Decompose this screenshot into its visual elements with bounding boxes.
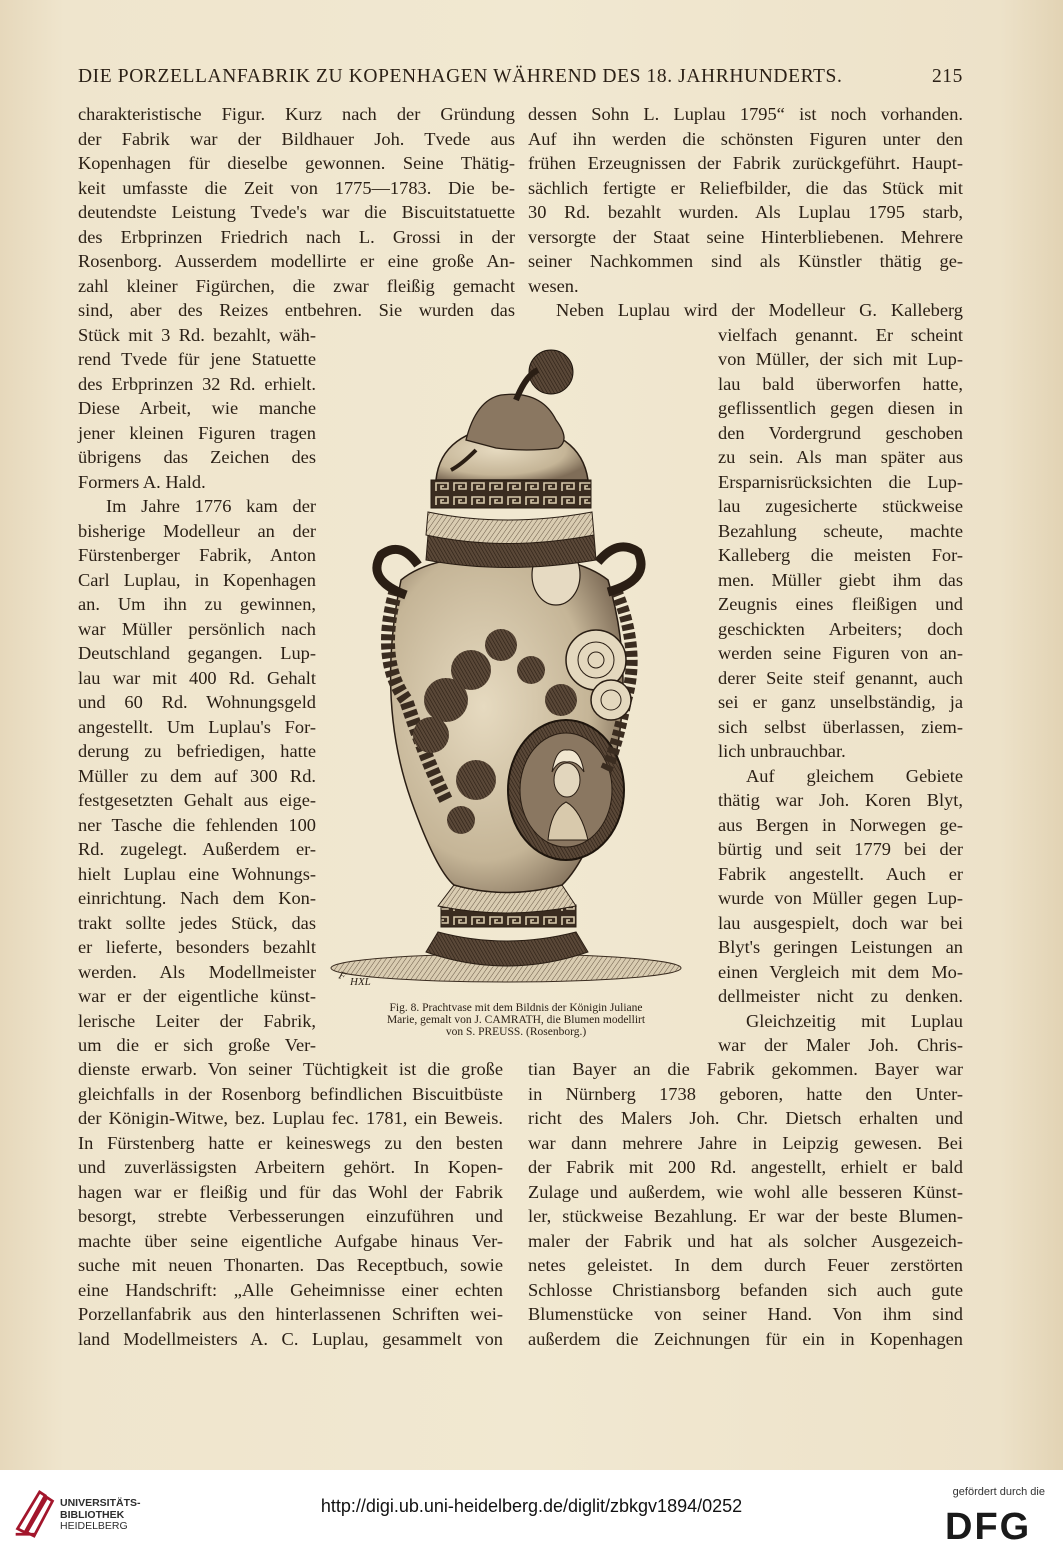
right-column-beside-figure: [718, 323, 963, 1058]
text-line: besorgt, strebte Verbesserungen einzuführen und: [78, 1206, 503, 1226]
funding-note: gefördert durch die: [952, 1486, 1045, 1498]
text-line: Zeugnis eines fleißigen und: [718, 594, 963, 614]
text-line: Kalleberg die meisten For-: [718, 545, 963, 565]
figure-caption: [326, 1002, 706, 1038]
text-line: Rosenborg. Ausserdem modellirte er eine große An-: [78, 251, 515, 271]
text-line: Gleichzeitig mit Luplau: [746, 1010, 963, 1031]
text-line: festgesetzten Gehalt aus eige-: [78, 790, 316, 810]
uni-line: HEIDELBERG: [60, 1520, 128, 1532]
text-line: Fabrik angestellt. Auch er: [718, 863, 963, 884]
text-line: Schlosse Christiansborg befanden sich auch gute: [528, 1279, 963, 1300]
text-line: einrichtung. Nach dem Kon-: [78, 888, 316, 908]
text-line: übrigens das Zeichen des: [78, 447, 316, 467]
text-line: deutendste Leistung Tvede's war die Biscuitstatuette: [78, 202, 515, 222]
text-line: rend Tvede für jene Statuette: [78, 349, 316, 369]
text-line: 30 Rd. bezahlt wurden. Als Luplau 1795 starb,: [528, 202, 963, 222]
text-line: eine Handschrift: „Alle Geheimnisse einer echten: [78, 1279, 503, 1300]
text-line: seiner Nachkommen sind als Künstler thätig ge-: [528, 251, 963, 271]
text-line: charakteristische Figur. Kurz nach der Gründung: [78, 104, 515, 124]
text-line: Formers A. Hald.: [78, 471, 206, 492]
uni-line: BIBLIOTHEK: [60, 1508, 125, 1521]
text-line: er lieferte, besonders bezahlt: [78, 937, 316, 957]
text-line: Zulage und außerdem, wie wohl alle besseren Künst-: [528, 1181, 963, 1202]
text-line: In Fürstenberg hatte er keineswegs zu den besten: [78, 1132, 503, 1153]
text-line: jener kleinen Figuren tragen: [78, 422, 316, 443]
text-line: Müller zu dem auf 300 Rd.: [78, 765, 316, 786]
artist-monogram: F: [337, 969, 348, 983]
vase-illustration: [326, 340, 706, 1000]
vase-lid-fret-band: [431, 480, 591, 508]
text-line: angestellt. Um Luplau's For-: [78, 716, 316, 737]
dfg-wordmark: DFG: [945, 1507, 1032, 1543]
text-line: um die er sich große Ver-: [78, 1035, 316, 1055]
text-line: den Vordergrund geschoben: [718, 422, 963, 443]
text-line: zahl kleiner Figürchen, die zwar fleißig gemacht: [78, 275, 515, 296]
text-line: war der Maler Joh. Chris-: [718, 1035, 963, 1055]
text-line: sächlich fertigte er Reliefbilder, die das Stück mit: [528, 177, 963, 198]
text-line: lich unbrauchbar.: [718, 741, 846, 761]
text-line: hielt Luplau eine Wohnungs-: [78, 863, 316, 884]
text-line: lau bald überworfen hatte,: [718, 373, 963, 394]
running-title: DIE PORZELLANFABRIK ZU KOPENHAGEN WÄHREND DES 18. JAHRHUNDERTS.: [78, 66, 843, 87]
text-line: vielfach genannt. Er scheint: [718, 324, 963, 345]
text-line: des Erbprinzen Friedrich nach L. Grossi in der: [78, 226, 515, 247]
text-line: Carl Luplau, in Kopenhagen: [78, 569, 316, 590]
text-line: lau war mit 400 Rd. Gehalt: [78, 667, 316, 688]
text-line: wurde von Müller gegen Lup-: [718, 888, 963, 908]
text-line: bürtig und seit 1779 bei der: [718, 839, 963, 859]
text-line: sei er ganz unselbständig, ja: [718, 692, 963, 712]
text-line: lau zugesicherte stückweise: [718, 496, 963, 516]
text-line: Auf ihn werden die schönsten Figuren unter den: [528, 128, 963, 149]
vase-lid-rings: [426, 512, 594, 544]
text-line: der Königin-Witwe, bez. Luplau fec. 1781, ein Beweis.: [78, 1108, 503, 1128]
text-line: Porzellanfabrik aus den hinterlassenen Schriften wei-: [78, 1304, 503, 1324]
text-line: werden. Als Modellmeister: [78, 961, 316, 982]
text-line: derung zu befriedigen, hatte: [78, 741, 316, 761]
caption-line: Fig. 8. Prachtvase mit dem Bildnis der Königin Juliane: [389, 1002, 643, 1014]
text-line: Deutschland gegangen. Lup-: [78, 643, 316, 663]
text-line: war er der eigentliche künst-: [78, 986, 316, 1006]
text-line: frühen Erzeugnissen der Fabrik zurückgeführt. Haupt-: [528, 153, 963, 173]
text-line: geschickten Arbeiters; doch: [718, 618, 963, 639]
text-line: Ersparnisrücksichten die Lup-: [718, 471, 963, 492]
text-line: bisherige Modelleur an der: [78, 520, 316, 541]
text-line: suche mit neuen Thonarten. Das Receptbuch, sowie: [78, 1255, 503, 1275]
text-line: ler, stückweise Bezahlung. Er war der beste Blumen-: [528, 1206, 963, 1226]
text-line: werden seine Figuren von an-: [718, 643, 963, 663]
text-line: trakt sollte jedes Stück, das: [78, 912, 316, 933]
text-line: der Fabrik mit 200 Rd. angestellt, erhielt er bald: [528, 1157, 963, 1177]
text-line: ner Tasche die fehlenden 100: [78, 814, 316, 835]
left-column-bottom: [78, 1057, 503, 1351]
text-line: machte über seine eigentliche Aufgabe hinaus Ver-: [78, 1230, 503, 1251]
text-line: dienste erwarb. Von seiner Tüchtigkeit ist die große: [78, 1059, 503, 1079]
text-line: versorgte der Staat seine Hinterbliebenen. Mehrere: [528, 226, 963, 247]
text-line: wesen.: [528, 275, 579, 296]
text-line: derer Seite steif genannt, auch: [718, 667, 963, 688]
text-line: Kopenhagen für dieselbe gewonnen. Seine Thätig-: [78, 153, 515, 173]
right-column-top: [528, 102, 963, 323]
text-line: und zuverlässigsten Arbeitern gehört. In Kopen-: [78, 1157, 503, 1177]
text-line: tian Bayer an die Fabrik gekommen. Bayer war: [528, 1059, 963, 1079]
text-line: sich selbst überlassen, ziem-: [718, 716, 963, 737]
caption-line: Marie, gemalt von J. CAMRATH, die Blumen modellirt: [386, 1014, 646, 1026]
text-line: Diese Arbeit, wie manche: [78, 398, 316, 418]
text-line: zu sein. Als man später aus: [718, 447, 963, 467]
text-line: netes geleistet. In dem durch Feuer zerstörten: [528, 1255, 963, 1275]
text-line: aus Bergen in Norwegen ge-: [718, 814, 963, 835]
left-column-beside-figure: [78, 323, 316, 1058]
page-number: 215: [931, 66, 963, 87]
text-line: Im Jahre 1776 kam der: [106, 496, 316, 516]
text-line: dessen Sohn L. Luplau 1795“ ist noch vorhanden.: [528, 104, 963, 124]
dfg-logo-icon: [945, 1507, 1045, 1543]
text-line: des Erbprinzen 32 Rd. erhielt.: [78, 373, 316, 394]
caption-line: von S. PREUSS. (Rosenborg.): [445, 1026, 587, 1038]
document-url-link[interactable]: http://digi.ub.uni-heidelberg.de/diglit/zbkgv1894/0252: [320, 1496, 743, 1516]
text-line: Blumenstücke von seiner Hand. Von ihm sind: [528, 1304, 963, 1324]
text-line: einen Vergleich mit dem Mo-: [718, 961, 963, 982]
text-line: gleichfalls in der Rosenborg befindlichen Biscuitbüste: [78, 1083, 503, 1104]
text-line: war Müller persönlich nach: [78, 618, 316, 639]
text-line: geflissentlich gegen diesen in: [718, 398, 963, 418]
text-line: Rd. zugelegt. Außerdem er-: [78, 839, 316, 859]
text-line: keit umfasste die Zeit von 1775—1783. Die be-: [78, 177, 515, 198]
text-line: Fürstenberger Fabrik, Anton: [78, 545, 316, 565]
text-line: Auf gleichem Gebiete: [746, 765, 963, 786]
text-line: Blyt's geringen Leistungen an: [718, 937, 963, 957]
digitization-footer: [0, 1470, 1063, 1555]
text-line: richt des Malers Joh. Chr. Dietsch erhalten und: [528, 1108, 963, 1128]
artist-monogram-rest: HXL: [350, 976, 371, 988]
text-line: der Fabrik war der Bildhauer Joh. Tvede aus: [78, 128, 515, 149]
text-line: war dann mehrere Jahre in Leipzig gewesen. Bei: [528, 1132, 963, 1153]
portrait-head: [554, 763, 580, 797]
text-line: lerische Leiter der Fabrik,: [78, 1010, 316, 1031]
text-line: dellmeister nicht zu denken.: [718, 986, 963, 1006]
uni-line: UNIVERSITÄTS-: [60, 1497, 141, 1509]
text-line: und 60 Rd. Wohnungsgeld: [78, 692, 316, 712]
text-line: thätig war Joh. Koren Blyt,: [718, 790, 963, 810]
text-line: land Modellmeisters A. C. Luplau, gesammelt von: [78, 1328, 503, 1349]
left-column-top: [78, 102, 515, 323]
text-line: in Nürnberg 1738 geboren, hatte den Unter-: [528, 1083, 963, 1104]
text-line: von Müller, der sich mit Lup-: [718, 349, 963, 369]
text-line: Stück mit 3 Rd. bezahlt, wäh-: [78, 324, 316, 345]
text-line: an. Um ihn zu gewinnen,: [78, 594, 316, 614]
text-line: Neben Luplau wird der Modelleur G. Kalleberg: [556, 300, 963, 320]
text-line: lau ausgespielt, doch war bei: [718, 912, 963, 933]
text-line: maler der Fabrik und hat als solcher Ausgezeich-: [528, 1230, 963, 1251]
text-line: men. Müller giebt ihm das: [718, 569, 963, 590]
text-line: Bezahlung scheute, machte: [718, 520, 963, 541]
running-header: [78, 66, 963, 88]
right-column-bottom: [528, 1057, 963, 1351]
text-line: außerdem die Zeichnungen für ein in Kopenhagen: [528, 1328, 963, 1349]
text-line: sind, aber des Reizes entbehren. Sie wurden das: [78, 300, 515, 320]
text-line: hagen war er fleißig und für das Wohl der Fabrik: [78, 1181, 503, 1202]
